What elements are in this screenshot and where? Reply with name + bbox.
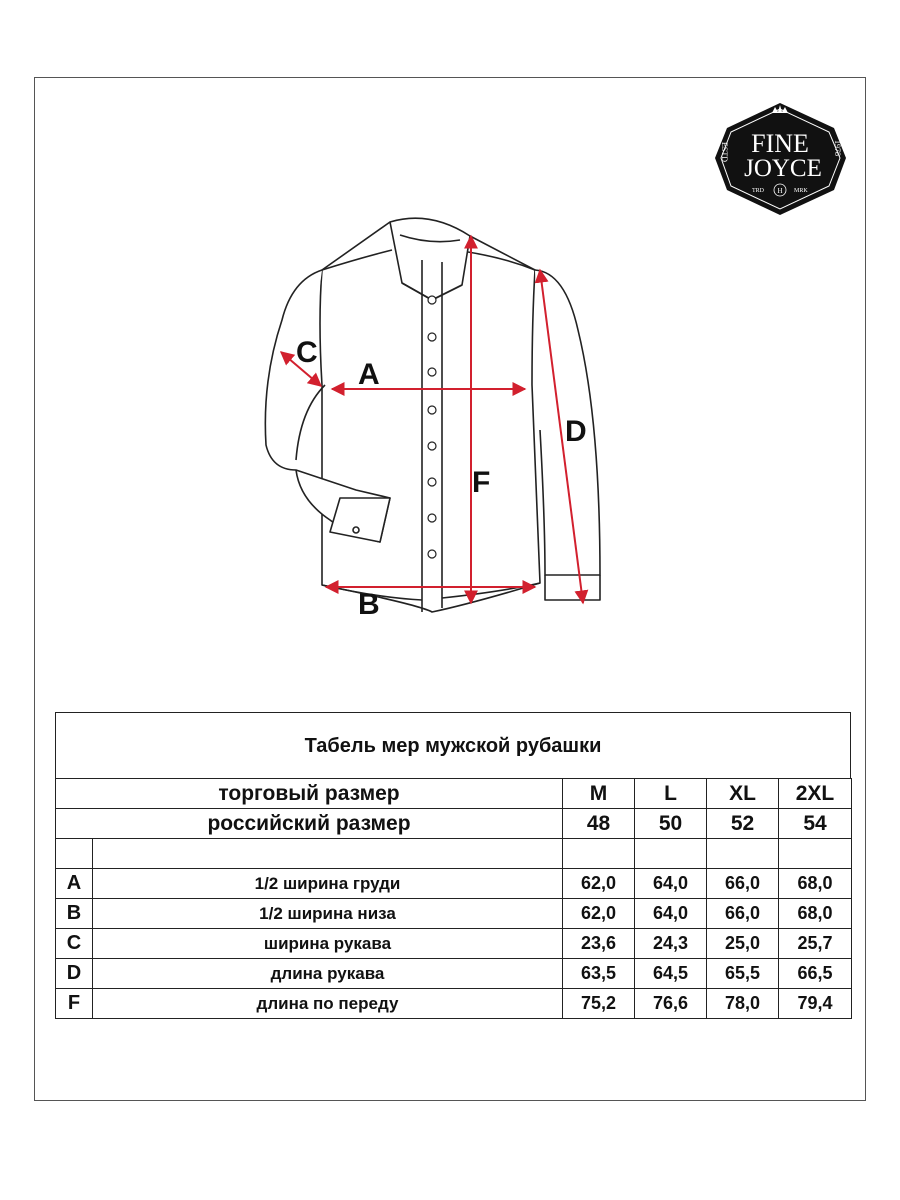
label-d: D: [565, 415, 587, 448]
measure-label: ширина рукава: [93, 929, 563, 959]
measure-value: 25,7: [779, 929, 852, 959]
table-title-box: [55, 712, 851, 778]
measure-value: 64,0: [635, 869, 707, 899]
size-cell: 48: [563, 809, 635, 839]
table-row-russian-size: [56, 809, 852, 839]
size-cell: M: [563, 779, 635, 809]
measure-value: 78,0: [707, 989, 779, 1019]
label-b: B: [358, 588, 380, 621]
measure-letter: C: [56, 929, 93, 959]
table-row: [56, 989, 852, 1019]
empty-cell: [779, 839, 852, 869]
measure-letter: A: [56, 869, 93, 899]
label-f: F: [472, 466, 491, 499]
empty-cell: [563, 839, 635, 869]
empty-cell: [56, 839, 93, 869]
empty-cell: [93, 839, 563, 869]
measure-letter: D: [56, 959, 93, 989]
measure-value: 75,2: [563, 989, 635, 1019]
measure-value: 64,5: [635, 959, 707, 989]
svg-text:1978: 1978: [833, 140, 842, 156]
measure-letter: F: [56, 989, 93, 1019]
table-title: Табель мер мужской рубашки: [304, 735, 602, 757]
measure-label: 1/2 ширина груди: [93, 869, 563, 899]
header-label: российский размер: [56, 809, 563, 839]
size-cell: XL: [707, 779, 779, 809]
table-row: [56, 959, 852, 989]
size-cell: 54: [779, 809, 852, 839]
measure-label: длина по переду: [93, 989, 563, 1019]
label-c: C: [296, 336, 318, 369]
measure-value: 62,0: [563, 869, 635, 899]
measure-value: 68,0: [779, 899, 852, 929]
measure-label: 1/2 ширина низа: [93, 899, 563, 929]
measure-value: 24,3: [635, 929, 707, 959]
measure-value: 66,0: [707, 899, 779, 929]
measure-label: длина рукава: [93, 959, 563, 989]
empty-cell: [707, 839, 779, 869]
measure-letter: B: [56, 899, 93, 929]
table-row-trade-size: [56, 779, 852, 809]
measure-value: 66,0: [707, 869, 779, 899]
table-row-empty: [56, 839, 852, 869]
measure-value: 79,4: [779, 989, 852, 1019]
table-row: [56, 869, 852, 899]
size-cell: 52: [707, 809, 779, 839]
brand-logo: [715, 103, 846, 215]
svg-text:MRK: MRK: [794, 188, 808, 194]
svg-text:JOYCE: JOYCE: [744, 155, 822, 182]
measure-value: 76,6: [635, 989, 707, 1019]
measure-value: 23,6: [563, 929, 635, 959]
svg-text:TRD: TRD: [752, 188, 764, 194]
size-cell: L: [635, 779, 707, 809]
svg-text:FINE: FINE: [751, 129, 809, 158]
size-table: [55, 778, 852, 1019]
svg-text:ESTD: ESTD: [720, 142, 729, 162]
measure-value: 62,0: [563, 899, 635, 929]
empty-cell: [635, 839, 707, 869]
measure-value: 65,5: [707, 959, 779, 989]
size-cell: 2XL: [779, 779, 852, 809]
table-row: [56, 899, 852, 929]
table-row: [56, 929, 852, 959]
label-a: A: [358, 358, 380, 391]
svg-text:H: H: [777, 187, 783, 195]
measure-value: 25,0: [707, 929, 779, 959]
measure-value: 64,0: [635, 899, 707, 929]
measure-value: 68,0: [779, 869, 852, 899]
header-label: торговый размер: [56, 779, 563, 809]
measure-value: 63,5: [563, 959, 635, 989]
size-cell: 50: [635, 809, 707, 839]
measure-value: 66,5: [779, 959, 852, 989]
